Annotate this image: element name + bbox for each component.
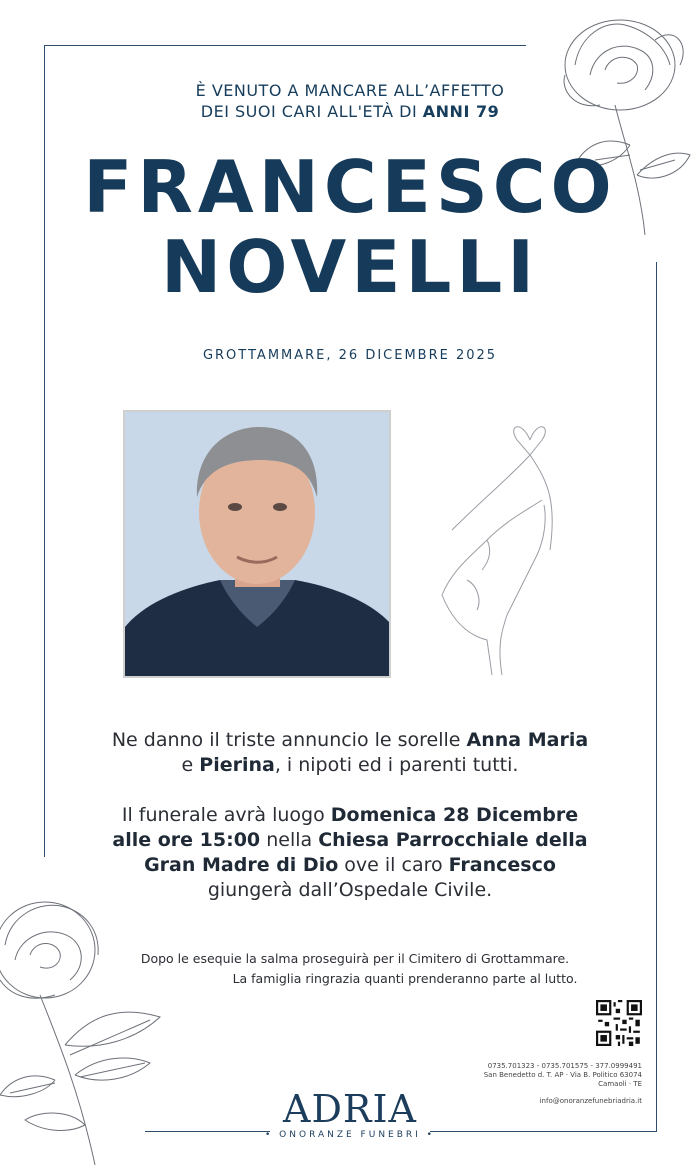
first-name: FRANCESCO bbox=[83, 145, 617, 229]
funeral-time: alle ore 15:00 bbox=[112, 829, 261, 851]
logo-subtitle: • ONORANZE FUNEBRI • bbox=[265, 1130, 435, 1140]
contact-email[interactable]: info@onoranzefunebriadria.it bbox=[539, 1097, 642, 1105]
frame-top-line bbox=[44, 45, 526, 46]
intro-line-2: DEI SUOI CARI ALL'ETÀ DI ANNI 79 bbox=[200, 102, 500, 121]
sisters-name-1: Anna Maria bbox=[466, 729, 589, 751]
intro-line-1: È VENUTO A MANCARE ALL’AFFETTO bbox=[195, 81, 505, 100]
logo-wordmark: ADRIA bbox=[283, 1087, 417, 1131]
contact-info bbox=[484, 1062, 642, 1089]
portrait-photo bbox=[123, 410, 391, 678]
announcement-paragraph-2: Il funerale avrà luogo Domenica 28 Dicembre alle ore 15:00 nella Chiesa Parrocchiale della Gran Madre di Dio ove il caro Francesco giungerà dall’Ospedale Civile. bbox=[112, 804, 588, 901]
company-logo bbox=[0, 1088, 700, 1140]
place-date: GROTTAMMARE, 26 DICEMBRE 2025 bbox=[202, 348, 498, 363]
praying-hands-illustration bbox=[432, 410, 562, 680]
funeral-date: Domenica 28 Dicembre bbox=[330, 804, 579, 826]
deceased-first-name: Francesco bbox=[448, 854, 556, 876]
contact-city: Camaoli · TE bbox=[598, 1080, 642, 1088]
church-name-1: Chiesa Parrocchiale della bbox=[318, 829, 588, 851]
frame-right-line bbox=[656, 262, 657, 1132]
age: ANNI 79 bbox=[422, 102, 500, 121]
church-name-2: Gran Madre di Dio bbox=[144, 854, 339, 876]
last-name: NOVELLI bbox=[161, 225, 539, 309]
intro-text bbox=[0, 80, 700, 122]
announcement-paragraph-1: Ne danno il triste annuncio le sorelle Anna Maria e Pierina, i nipoti ed i parenti tutti. bbox=[111, 729, 589, 776]
contact-phones: 0735.701323 - 0735.701575 - 377.0999491 bbox=[487, 1062, 642, 1070]
qr-code[interactable] bbox=[596, 1000, 642, 1046]
closing-line-1: Dopo le esequie la salma proseguirà per il Cimitero di Grottammare. bbox=[140, 951, 570, 966]
contact-address: San Benedetto d. T. AP · Via B. Politico 63074 bbox=[483, 1071, 642, 1079]
sisters-name-2: Pierina bbox=[199, 754, 275, 776]
closing-line-2: La famiglia ringrazia quanti prenderanno parte al lutto. bbox=[232, 971, 578, 986]
